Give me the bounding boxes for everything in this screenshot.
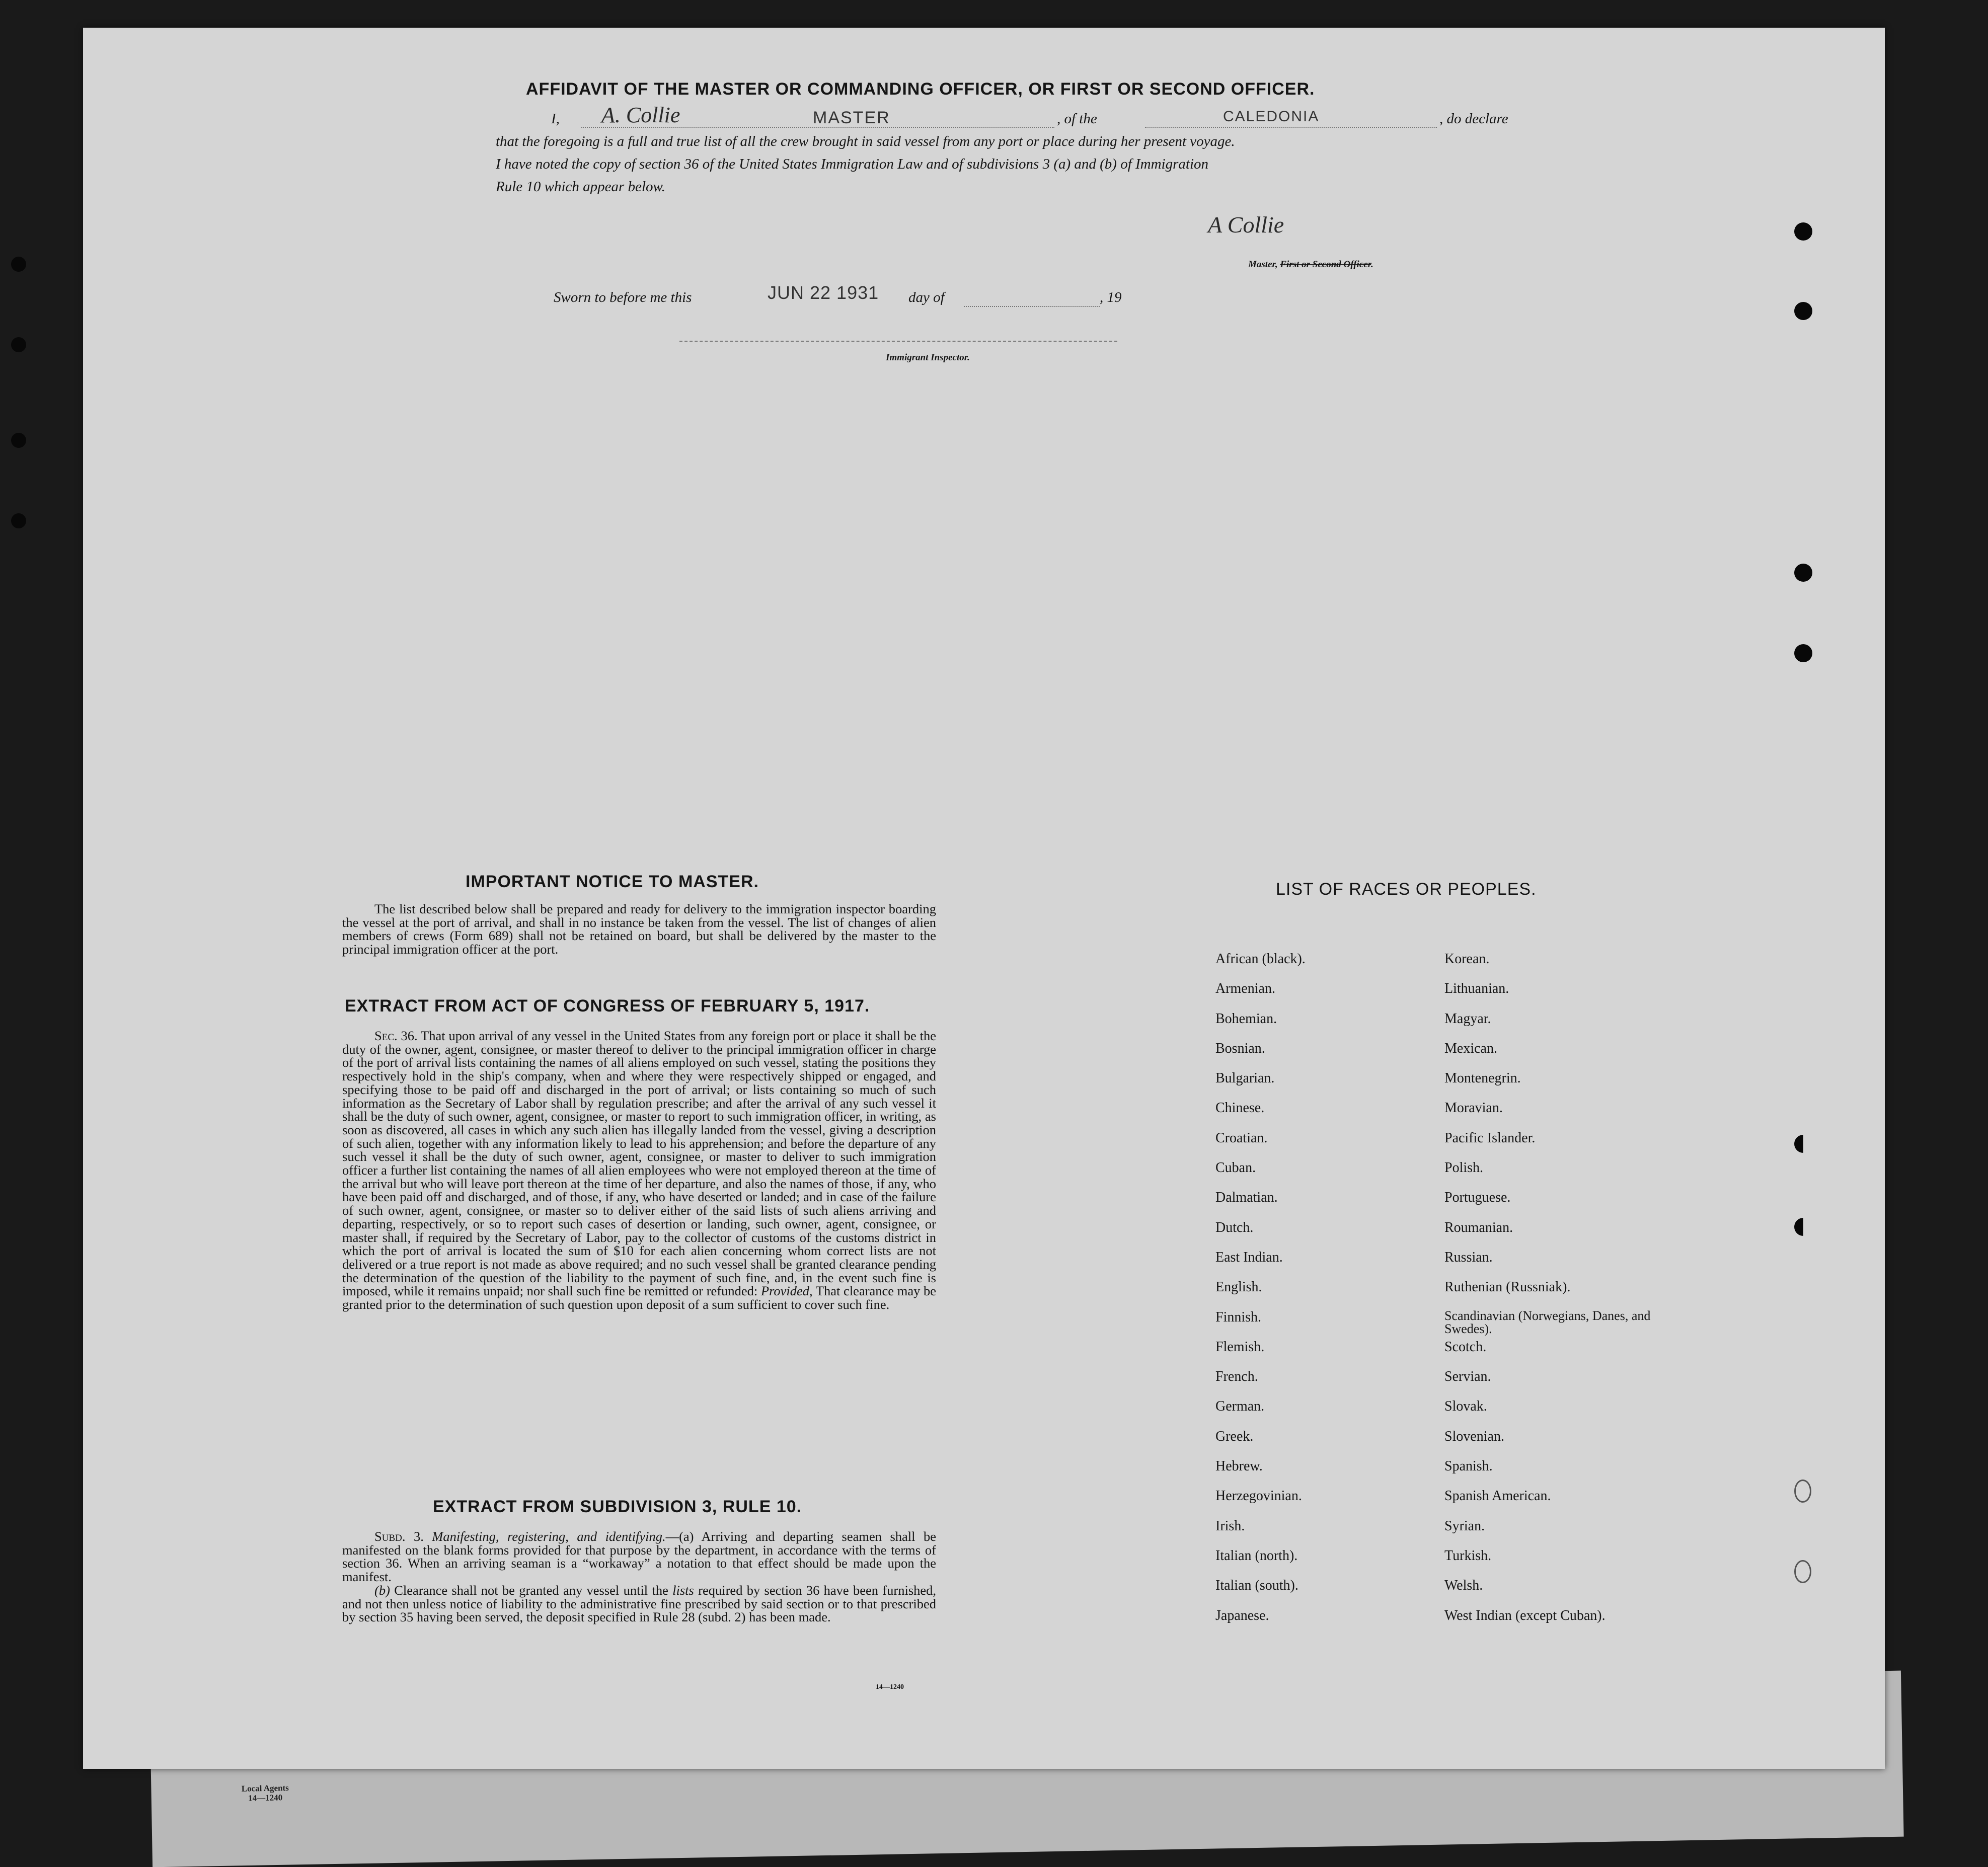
races-heading: LIST OF RACES OR PEOPLES. xyxy=(1276,880,1537,899)
affidavit-page xyxy=(83,28,1885,1769)
race-item: Bulgarian. xyxy=(1215,1070,1275,1086)
sworn-label: Sworn to before me this xyxy=(554,289,692,305)
binder-hole xyxy=(11,513,26,528)
race-item: Montenegrin. xyxy=(1444,1070,1521,1086)
declaration-line-1: that the foregoing is a full and true list of all the crew brought in said vessel from any port or place during her present voyage. xyxy=(496,133,1235,149)
subdivision-a-paragraph xyxy=(342,1530,936,1584)
race-item: Scotch. xyxy=(1444,1339,1487,1355)
para-b-text-1: Clearance shall not be granted any vessel until the xyxy=(394,1582,668,1598)
race-item: East Indian. xyxy=(1215,1249,1283,1265)
para-b-label: (b) xyxy=(374,1582,390,1598)
race-item: Spanish. xyxy=(1444,1458,1493,1474)
race-item: Moravian. xyxy=(1444,1100,1503,1116)
notice-paragraph: The list described below shall be prepared and ready for delivery to the immigration inspector boarding the vessel at the port of arrival, and shall in no instance be taken from the vessel. The list of changes of alien members of crews (Form 689) shall not be retained on board, but shall be delivered by the master to the principal immigration officer at the port. xyxy=(342,901,936,957)
race-item: Armenian. xyxy=(1215,981,1275,997)
underlying-sheet-label xyxy=(242,1783,289,1803)
para-a-text: Arriving and departing seamen shall be manifested on the blank forms provided for that purpose by the department, in accordance with the terms of section 36. When an arriving seaman is a “workaway” a notation to that effect should be made upon the manifest. xyxy=(342,1529,936,1585)
section-label: Sec. 36. xyxy=(374,1028,418,1043)
race-item: Italian (south). xyxy=(1215,1578,1298,1594)
declaration-line-3: Rule 10 which appear below. xyxy=(496,179,665,195)
punch-hole xyxy=(1794,222,1812,241)
rank-field: MASTER xyxy=(813,108,890,127)
declaration-pronoun: I, xyxy=(551,111,560,127)
para-a-label: —(a) xyxy=(665,1529,694,1544)
race-item: Ruthenian (Russniak). xyxy=(1444,1279,1571,1295)
subdivision-b-paragraph xyxy=(342,1584,936,1624)
declaration-line-2: I have noted the copy of section 36 of the United States Immigration Law and of subdivisions 3 (a) and (b) of Immigration xyxy=(496,156,1209,172)
race-item: Mexican. xyxy=(1444,1040,1497,1056)
notice-heading: IMPORTANT NOTICE TO MASTER. xyxy=(466,872,759,891)
form-number: 14—1240 xyxy=(876,1683,904,1691)
subd-title: Manifesting, registering, and identifying. xyxy=(432,1529,666,1544)
race-item: Dutch. xyxy=(1215,1219,1254,1235)
inspector-label: Immigrant Inspector. xyxy=(886,352,970,363)
signature-caption-master: Master, xyxy=(1248,259,1278,270)
binder-hole xyxy=(11,257,26,272)
punch-hole xyxy=(1794,1218,1812,1236)
rule-extract-heading: EXTRACT FROM SUBDIVISION 3, RULE 10. xyxy=(433,1497,802,1516)
punch-hole-outline xyxy=(1794,1560,1811,1583)
race-item: Hebrew. xyxy=(1215,1458,1263,1474)
provided-word: Provided, xyxy=(760,1283,813,1299)
race-item: Magyar. xyxy=(1444,1010,1491,1027)
race-item: African (black). xyxy=(1215,951,1306,967)
race-item: Bohemian. xyxy=(1215,1010,1277,1027)
subd-label: Subd. 3. xyxy=(374,1529,424,1544)
month-line xyxy=(964,306,1100,307)
sworn-date-stamp: JUN 22 1931 xyxy=(768,282,879,303)
signature-caption-period: . xyxy=(1371,259,1373,270)
rule-extract-text-block xyxy=(342,1530,936,1624)
punch-hole xyxy=(1794,564,1812,582)
act-extract-text-block xyxy=(342,1029,936,1311)
binder-hole xyxy=(11,433,26,448)
inspector-signature-line xyxy=(679,341,1117,342)
race-item: Greek. xyxy=(1215,1428,1254,1444)
race-item: Herzegovinian. xyxy=(1215,1488,1302,1504)
section-text-a: That upon arrival of any vessel in the United States from any foreign port or place it shall be the duty of the owner, agent, consignee, or master thereof to deliver to the principal immigration officer in charge of the port of arrival lists containing the names of all aliens employed on such vessel, stating the positions they respectively hold in the ship's company, when and where they were respectively shipped or engaged, and specifying those to be paid off and discharged in the port of arrival; or lists containing so much of such information as the Secretary of Labor shall by regulation prescribe; and after the arrival of any such vessel it shall be the duty of such owner, agent, consignee, or master to report to such immigration officer, in writing, as soon as discovered, all cases in which any such alien has illegally landed from the vessel, giving a description of such alien, together with any information likely to lead to his apprehension; and before the departure of any such vessel it shall be the duty of such owner, agent, consignee, or master to deliver to such immigration officer a further list containing the names of all alien employees who were not employed thereon at the time of the arrival but who will leave port thereon at the time of her departure, and also the names of those, if any, who have been paid off and discharged, and of those, if any, who have deserted or landed; and in case of the failure of such owner, agent, consignee, or master so to deliver either of the said lists of such aliens arriving and departing, respectively, or so to report such cases of desertion or landing, such owner, agent, consignee, or master shall, if required by the Secretary of Labor, pay to the collector of customs of the customs district in which the port of arrival is located the sum of $10 for each alien concerning whom correct lists are not delivered or a true report is not made as above required; and no such vessel shall be granted clearance pending the determination of the question of the liability to the payment of such fine, and, in the event such fine is imposed, while it remains unpaid; nor shall such fine be remitted or refunded: xyxy=(342,1028,936,1299)
race-item: Lithuanian. xyxy=(1444,981,1509,997)
race-item: French. xyxy=(1215,1369,1258,1385)
race-item: Welsh. xyxy=(1444,1578,1483,1594)
punch-hole xyxy=(1794,644,1812,662)
signer-handwritten-name: A. Collie xyxy=(601,103,680,127)
signature-caption xyxy=(1248,259,1373,270)
year-prefix: , 19 xyxy=(1100,289,1122,305)
act-extract-heading: EXTRACT FROM ACT OF CONGRESS OF FEBRUARY 5, 1917. xyxy=(345,996,870,1016)
race-item: Korean. xyxy=(1444,951,1490,967)
vessel-name-field: CALEDONIA xyxy=(1223,108,1320,125)
race-item: Japanese. xyxy=(1215,1607,1269,1623)
race-item: German. xyxy=(1215,1398,1265,1415)
punch-hole xyxy=(1794,1135,1812,1153)
race-item: Flemish. xyxy=(1215,1339,1265,1355)
race-item: Cuban. xyxy=(1215,1160,1256,1176)
day-of-text: day of xyxy=(908,289,945,305)
binder-hole xyxy=(11,337,26,352)
race-item: Slovak. xyxy=(1444,1398,1487,1415)
local-agents-label: Local Agents xyxy=(241,1783,289,1794)
section-text-b: That clearance may be granted prior to the determination of such question upon deposit of a sum sufficient to cover such fine. xyxy=(342,1283,936,1312)
para-b-text-2: required by section 36 have been furnished, and not then unless notice of liability to the administrative fine prescribed by said section or to that prescribed by section 35 having been served, the deposit specified in Rule 28 (subd. 2) has been made. xyxy=(342,1582,937,1625)
race-item: West Indian (except Cuban). xyxy=(1444,1607,1605,1623)
race-item: Servian. xyxy=(1444,1369,1491,1385)
races-list-right xyxy=(1444,951,1681,1638)
race-item: Bosnian. xyxy=(1215,1040,1265,1056)
race-item: Finnish. xyxy=(1215,1309,1262,1325)
race-item: Dalmatian. xyxy=(1215,1190,1278,1206)
races-list-left xyxy=(1215,951,1306,1638)
notice-text-block xyxy=(342,902,936,956)
race-item: Polish. xyxy=(1444,1160,1484,1176)
race-item: Croatian. xyxy=(1215,1130,1268,1146)
punch-hole-outline xyxy=(1794,1480,1811,1503)
race-item: Portuguese. xyxy=(1444,1190,1511,1206)
punch-hole xyxy=(1794,302,1812,320)
race-item: English. xyxy=(1215,1279,1262,1295)
signature-caption-struck-officer: First or Second Officer xyxy=(1280,259,1371,270)
race-item: Chinese. xyxy=(1215,1100,1265,1116)
race-item: Syrian. xyxy=(1444,1518,1485,1534)
race-item: Italian (north). xyxy=(1215,1547,1298,1564)
underlying-form-number: 14—1240 xyxy=(248,1793,283,1803)
vessel-name-line xyxy=(1145,127,1437,128)
section-36-paragraph xyxy=(342,1029,936,1311)
race-item: Roumanian. xyxy=(1444,1219,1513,1235)
race-item: Spanish American. xyxy=(1444,1488,1551,1504)
race-item: Pacific Islander. xyxy=(1444,1130,1536,1146)
race-item: Slovenian. xyxy=(1444,1428,1504,1444)
do-declare-text: , do declare xyxy=(1439,111,1508,127)
race-item: Turkish. xyxy=(1444,1547,1492,1564)
race-item: Irish. xyxy=(1215,1518,1245,1534)
of-the-text: , of the xyxy=(1057,111,1097,127)
master-signature: A Collie xyxy=(1208,212,1284,238)
affidavit-title: AFFIDAVIT OF THE MASTER OR COMMANDING OFFICER, OR FIRST OR SECOND OFFICER. xyxy=(526,80,1315,99)
race-item: Russian. xyxy=(1444,1249,1493,1265)
para-b-lists: lists xyxy=(672,1582,694,1598)
race-item: Scandinavian (Norwegians, Danes, and Swedes). xyxy=(1444,1308,1651,1336)
